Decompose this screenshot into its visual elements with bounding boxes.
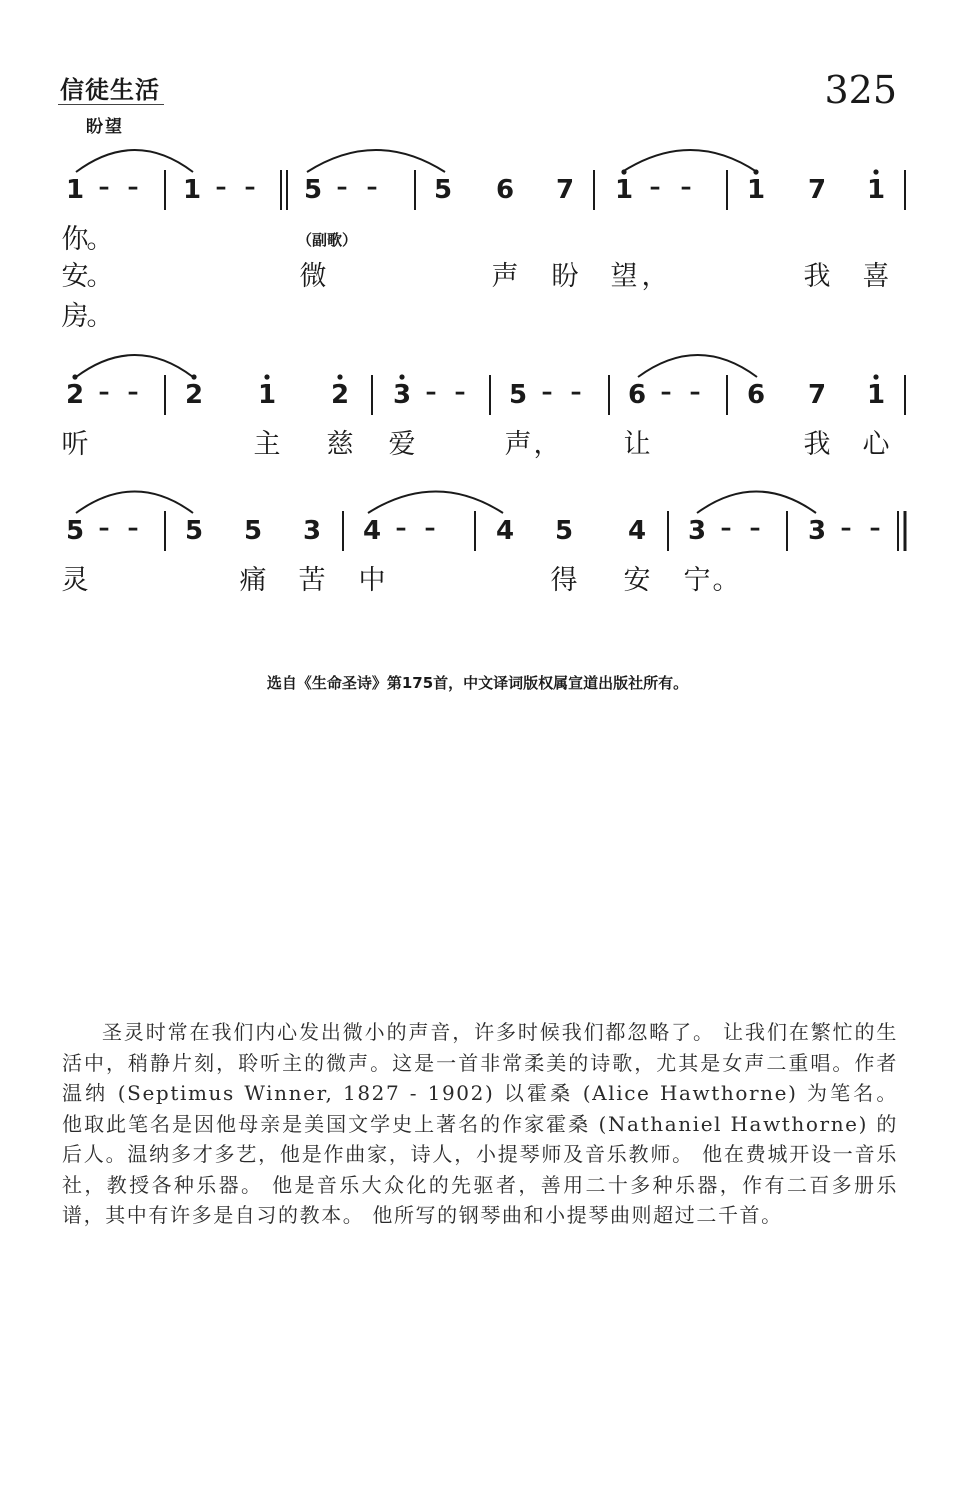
sustain-dash: – [660, 380, 672, 405]
lyric: 。 [712, 565, 740, 596]
lyric: ， [641, 261, 669, 292]
chorus-mark: （副歌） [296, 231, 358, 249]
sustain-dash: – [395, 516, 407, 541]
slur [76, 150, 193, 172]
note: 1 [866, 380, 886, 410]
section-title: 信徒生活 [60, 76, 160, 104]
note: 7 [807, 175, 827, 205]
lyric: 心 [862, 429, 890, 460]
lyric: 安 [623, 565, 651, 596]
lyric: 喜 [862, 261, 890, 292]
hymn-score [0, 0, 955, 620]
note: 4 [362, 516, 382, 546]
lyric: 我 [803, 429, 831, 460]
source-note: 选自《生命圣诗》第175首，中文译词版权属宣道出版社所有。 [266, 674, 689, 692]
note: 2 [65, 380, 85, 410]
note: 1 [866, 175, 886, 205]
page-number: 325 [824, 68, 897, 112]
lyric: 。 [86, 261, 114, 292]
note: 2 [184, 380, 204, 410]
note: 1 [65, 175, 85, 205]
note: 5 [243, 516, 263, 546]
lyric: 得 [550, 565, 578, 596]
sustain-dash: – [244, 175, 256, 200]
octave-dot [873, 169, 878, 174]
sustain-dash: – [98, 175, 110, 200]
slur [622, 150, 757, 172]
octave-dot [72, 374, 77, 379]
slur [76, 492, 193, 514]
note: 5 [508, 380, 528, 410]
note: 1 [182, 175, 202, 205]
lyric: 盼 [551, 261, 579, 292]
note: 5 [184, 516, 204, 546]
lyric: 望 [610, 261, 638, 292]
note: 6 [495, 175, 515, 205]
lyric: 慈 [326, 429, 354, 460]
commentary-paragraph: 圣灵时常在我们内心发出微小的声音，许多时候我们都忽略了。 让我们在繁忙的生活中，稍静片刻，聆听主的微声。这是一首非常柔美的诗歌，尤其是女声二重唱。作者温纳 (Septimus Winner, 1827 - 1902) 以霍桑 (Alice Hawthorne) 为笔名。 他取此笔名是因他母亲是美国文学史上著名的作家霍桑 (Nathaniel Hawthorne) 的后人。温纳多才多艺，他是作曲家，诗人，小提琴师及音乐教师。 他在费城开设一音乐社，教授各种乐器。 他是音乐大众化的先驱者，善用二十多种乐器，作有二百多册乐谱，其中有许多是自习的教本。 他所写的钢琴曲和小提琴曲则超过二千首。 [62, 1020, 898, 1227]
lyric: 声 [491, 261, 519, 292]
sustain-dash: – [649, 175, 661, 200]
note: 5 [554, 516, 574, 546]
octave-dot [873, 374, 878, 379]
sustain-dash: – [215, 175, 227, 200]
octave-dot [191, 374, 196, 379]
note: 1 [257, 380, 277, 410]
slur [697, 492, 816, 514]
sustain-dash: – [749, 516, 761, 541]
lyric: 。 [86, 301, 114, 332]
lyric: 主 [253, 429, 281, 460]
slur [307, 150, 445, 172]
lyric: 让 [623, 429, 651, 460]
lyric: 我 [803, 261, 831, 292]
sustain-dash: – [127, 516, 139, 541]
sustain-dash: – [840, 516, 852, 541]
note: 2 [330, 380, 350, 410]
note: 5 [65, 516, 85, 546]
lyric: 灵 [61, 565, 89, 596]
sustain-dash: – [366, 175, 378, 200]
octave-dot [621, 169, 626, 174]
note: 6 [627, 380, 647, 410]
note: 3 [807, 516, 827, 546]
note: 3 [392, 380, 412, 410]
lyric: 宁 [683, 565, 711, 596]
lyric: ， [533, 429, 561, 460]
note: 3 [302, 516, 322, 546]
note: 1 [746, 175, 766, 205]
sustain-dash: – [570, 380, 582, 405]
note: 6 [746, 380, 766, 410]
lyric: 。 [86, 224, 114, 255]
note: 4 [495, 516, 515, 546]
sustain-dash: – [336, 175, 348, 200]
section-subtitle: 盼望 [86, 117, 124, 137]
slur [368, 492, 503, 514]
lyric: 安 [61, 261, 89, 292]
lyric: 中 [358, 565, 386, 596]
lyric: 微 [299, 261, 327, 292]
lyric: 你 [61, 224, 89, 255]
octave-dot [753, 169, 758, 174]
sustain-dash: – [720, 516, 732, 541]
lyric: 听 [61, 429, 89, 460]
sustain-dash: – [680, 175, 692, 200]
note: 7 [807, 380, 827, 410]
note: 1 [614, 175, 634, 205]
sustain-dash: – [98, 380, 110, 405]
note: 7 [555, 175, 575, 205]
note: 3 [687, 516, 707, 546]
sustain-dash: – [98, 516, 110, 541]
sustain-dash: – [454, 380, 466, 405]
sustain-dash: – [541, 380, 553, 405]
lyric: 痛 [239, 565, 267, 596]
lyric: 声 [504, 429, 532, 460]
note: 5 [303, 175, 323, 205]
sustain-dash: – [424, 516, 436, 541]
note: 5 [433, 175, 453, 205]
sustain-dash: – [869, 516, 881, 541]
sustain-dash: – [689, 380, 701, 405]
sustain-dash: – [425, 380, 437, 405]
lyric: 房 [61, 301, 89, 332]
slur [76, 355, 193, 377]
octave-dot [399, 374, 404, 379]
note: 4 [627, 516, 647, 546]
commentary [62, 1017, 898, 1231]
octave-dot [337, 374, 342, 379]
slur [638, 355, 757, 377]
sustain-dash: – [127, 175, 139, 200]
octave-dot [264, 374, 269, 379]
sustain-dash: – [127, 380, 139, 405]
lyric: 苦 [298, 565, 326, 596]
lyric: 爱 [388, 429, 416, 460]
